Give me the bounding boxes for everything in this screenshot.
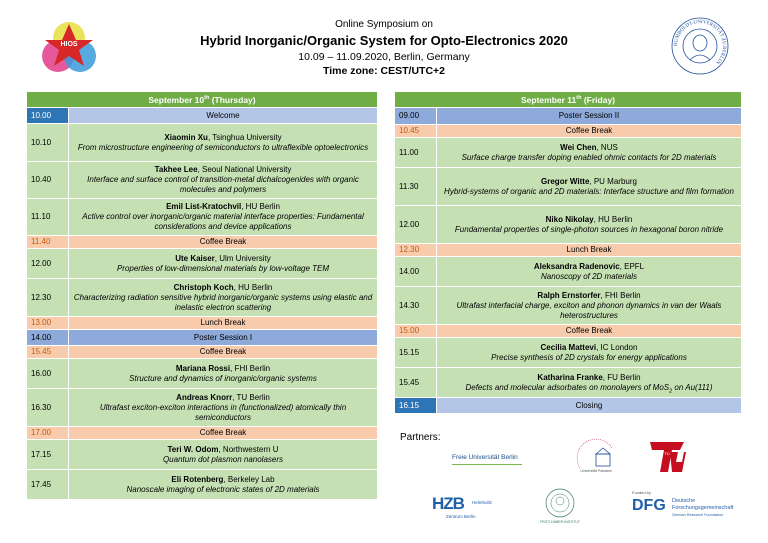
talk-cell bbox=[69, 359, 378, 389]
dfg-logo-sub1: Deutsche bbox=[672, 498, 696, 504]
day2-talk-row bbox=[395, 287, 742, 325]
speaker-affiliation: , EPFL bbox=[619, 261, 645, 271]
speaker-name: Teri W. Odom bbox=[167, 444, 219, 454]
day2-lunch-row bbox=[395, 244, 742, 257]
day1-welcome-row bbox=[27, 108, 378, 124]
speaker-name: Xiaomin Xu bbox=[164, 132, 208, 142]
talk-title: Structure and dynamics of inorganic/organic systems bbox=[129, 373, 317, 383]
day1-welcome-label: Welcome bbox=[69, 108, 378, 124]
talk-title: Fundamental properties of single-photon sources in hexagonal boron nitride bbox=[454, 224, 724, 234]
day1-coffee-row bbox=[27, 346, 378, 359]
talk-cell bbox=[437, 206, 742, 244]
day1-coffee-row bbox=[27, 236, 378, 249]
fhi-logo-text: FRITZ-HABER-INSTITUT bbox=[539, 520, 581, 524]
talk-time: 11.00 bbox=[395, 138, 437, 168]
hzb-logo-sub2: Zentrum Berlin bbox=[446, 514, 476, 519]
hios-logo bbox=[38, 16, 100, 78]
talk-time: 10.40 bbox=[27, 162, 69, 199]
header-title: Hybrid Inorganic/Organic System for Opto-Electronics 2020 bbox=[200, 33, 568, 48]
header-timezone: Time zone: CEST/UTC+2 bbox=[322, 65, 446, 77]
fu-berlin-logo-text: Freie Universität Berlin bbox=[452, 454, 518, 461]
humboldt-seal-logo bbox=[670, 16, 730, 76]
day1-talk-row bbox=[27, 249, 378, 279]
dfg-logo-sub2: Forschungsgemeinschaft bbox=[672, 505, 734, 511]
potsdam-logo-text: Universität Potsdam bbox=[580, 469, 612, 473]
break-time: 12.30 bbox=[395, 244, 437, 257]
dfg-logo-mark: DFG bbox=[632, 497, 666, 514]
talk-time: 11.10 bbox=[27, 199, 69, 236]
fhi-logo bbox=[536, 486, 584, 528]
talk-cell bbox=[69, 249, 378, 279]
speaker-affiliation: , HU Berlin bbox=[241, 202, 280, 211]
talk-time: 12.00 bbox=[27, 249, 69, 279]
day1-coffee-row bbox=[27, 427, 378, 440]
talk-title: Quantum dot plasmon nanolasers bbox=[162, 454, 284, 464]
day1-poster-row bbox=[27, 330, 378, 346]
talk-cell bbox=[437, 287, 742, 325]
dfg-funded-text: Funded by bbox=[632, 490, 651, 495]
closing-label: Closing bbox=[437, 398, 742, 414]
talk-time: 12.00 bbox=[395, 206, 437, 244]
day2-talk-row bbox=[395, 338, 742, 368]
break-time: 15.00 bbox=[395, 325, 437, 338]
day2-talk-row bbox=[395, 206, 742, 244]
speaker-name: Wei Chen bbox=[560, 142, 597, 152]
talk-time: 17.45 bbox=[27, 470, 69, 500]
tu-berlin-logo bbox=[648, 440, 686, 474]
potsdam-logo bbox=[574, 438, 618, 478]
day2-talk-row bbox=[395, 368, 742, 398]
day2-title bbox=[395, 92, 742, 108]
day2-closing-row bbox=[395, 398, 742, 414]
speaker-name: Emil List-Kratochvil bbox=[166, 202, 242, 211]
break-label: Coffee Break bbox=[69, 346, 378, 359]
break-time: 17.00 bbox=[27, 427, 69, 440]
day2-title-day: (Friday) bbox=[581, 94, 615, 105]
break-label: Coffee Break bbox=[69, 427, 378, 440]
speaker-affiliation: , Tsinghua University bbox=[207, 132, 282, 142]
hzb-logo-mark: HZB bbox=[432, 494, 464, 513]
talk-title bbox=[465, 382, 713, 395]
speaker-affiliation: , NUS bbox=[596, 142, 618, 152]
speaker-affiliation: , PU Marburg bbox=[589, 176, 637, 186]
talk-title: Active control over inorganic/organic material interface properties: Fundamental considerations and device applications bbox=[82, 212, 364, 231]
speaker-affiliation: , FHI Berlin bbox=[230, 363, 271, 373]
talk-title: Precise synthesis of 2D crystals for energy applications bbox=[491, 352, 687, 362]
speaker-name: Eli Rotenberg bbox=[171, 474, 224, 484]
break-time: 10.45 bbox=[395, 125, 437, 138]
hios-logo-text: HIOS bbox=[60, 41, 78, 48]
dfg-logo-sub3: German Research Foundation bbox=[672, 513, 724, 517]
speaker-name: Ralph Ernstorfer bbox=[537, 290, 601, 300]
speaker-affiliation: , Northwestern U bbox=[218, 444, 279, 454]
day1-lunch-row bbox=[27, 317, 378, 330]
talk-title: Nanoscale imaging of electronic states of 2D materials bbox=[126, 484, 320, 494]
talk-cell bbox=[437, 168, 742, 206]
fu-berlin-logo bbox=[452, 450, 536, 468]
break-time: 11.40 bbox=[27, 236, 69, 249]
speaker-name: Aleksandra Radenovic bbox=[533, 261, 620, 271]
break-label: Coffee Break bbox=[69, 236, 378, 249]
speaker-name: Ute Kaiser bbox=[175, 253, 215, 263]
day2-talk-row bbox=[395, 138, 742, 168]
day2-coffee-row bbox=[395, 325, 742, 338]
talk-cell bbox=[69, 124, 378, 162]
speaker-affiliation: , HU Berlin bbox=[233, 282, 273, 292]
talk-time: 15.45 bbox=[395, 368, 437, 398]
talk-title: Surface charge transfer doping enabled ohmic contacts for 2D materials bbox=[461, 152, 717, 162]
fu-berlin-underline bbox=[452, 464, 522, 465]
tu-berlin-logo-text: TU bbox=[664, 451, 670, 456]
day2-talk-row bbox=[395, 168, 742, 206]
day1-talk-row bbox=[27, 124, 378, 162]
svg-text:HUMBOLDT-UNIVERSITÄT ZU BERLIN bbox=[674, 20, 726, 65]
poster-label: Poster Session I bbox=[69, 330, 378, 346]
day2-poster-row bbox=[395, 108, 742, 125]
day1-talk-row bbox=[27, 199, 378, 236]
hzb-logo bbox=[432, 494, 492, 524]
speaker-affiliation: , IC London bbox=[596, 342, 638, 352]
dfg-logo bbox=[632, 490, 742, 524]
break-time: 15.45 bbox=[27, 346, 69, 359]
day2-talk-row bbox=[395, 257, 742, 287]
talk-time: 10.10 bbox=[27, 124, 69, 162]
day1-welcome-time: 10.00 bbox=[27, 108, 69, 124]
header-dates: 10.09 – 11.09.2020, Berlin, Germany bbox=[298, 51, 470, 63]
speaker-name: Andreas Knorr bbox=[176, 392, 233, 402]
day1-title-sup: th bbox=[204, 94, 210, 101]
talk-cell bbox=[69, 199, 378, 236]
header-subtitle: Online Symposium on bbox=[335, 19, 433, 30]
speaker-name: Katharina Franke bbox=[537, 372, 603, 382]
talk-title: Hybrid-systems of organic and 2D materials: Interface structure and film formation bbox=[444, 186, 734, 196]
talk-title: Ultrafast interfacial charge, exciton and phonon dynamics in van der Waals heterostructures bbox=[456, 300, 722, 320]
talk-title: Nanoscopy of 2D materials bbox=[540, 271, 638, 281]
day2-title-main: September 11 bbox=[520, 94, 577, 105]
day1-talk-row bbox=[27, 470, 378, 500]
talk-cell bbox=[69, 279, 378, 317]
symposium-header bbox=[150, 18, 618, 78]
break-label: Lunch Break bbox=[437, 244, 742, 257]
break-label: Coffee Break bbox=[437, 125, 742, 138]
speaker-name: Christoph Koch bbox=[173, 282, 234, 292]
day2-header-row bbox=[395, 92, 742, 108]
day2-schedule bbox=[394, 91, 742, 414]
day1-title-main: September 10 bbox=[148, 94, 205, 105]
talk-title: Interface and surface control of transition-metal dichalcogenides with organic molecules and polymers bbox=[87, 175, 359, 194]
talk-time: 16.30 bbox=[27, 389, 69, 427]
talk-time: 15.15 bbox=[395, 338, 437, 368]
talk-title-subscript: 2 bbox=[669, 388, 673, 395]
talk-title: Ultrafast exciton-exciton interactions in (functionalized) atomically thin semiconductors bbox=[99, 402, 347, 422]
talk-title: From microstructure engineering of semiconductors to ultraflexible optoelectronics bbox=[77, 142, 369, 152]
talk-title-end: on Au(111) bbox=[672, 382, 713, 392]
speaker-affiliation: , HU Berlin bbox=[593, 214, 633, 224]
talk-cell bbox=[69, 470, 378, 500]
talk-title-main: Defects and molecular adsorbates on monolayers of MoS bbox=[465, 382, 670, 392]
speaker-name: Gregor Witte bbox=[541, 176, 590, 186]
day1-title bbox=[27, 92, 378, 108]
talk-cell bbox=[437, 368, 742, 398]
closing-time: 16.15 bbox=[395, 398, 437, 414]
day2-title-sup: th bbox=[576, 94, 582, 101]
talk-time: 14.30 bbox=[395, 287, 437, 325]
break-label: Coffee Break bbox=[437, 325, 742, 338]
talk-time: 16.00 bbox=[27, 359, 69, 389]
talk-time: 17.15 bbox=[27, 440, 69, 470]
day2-coffee-row bbox=[395, 125, 742, 138]
talk-cell bbox=[437, 257, 742, 287]
day1-title-day: (Thursday) bbox=[209, 94, 256, 105]
talk-title: Characterizing radiation sensitive hybrid inorganic/organic systems using elastic and inelastic electron scattering bbox=[73, 292, 373, 312]
speaker-affiliation: , Ulm University bbox=[214, 253, 271, 263]
break-label: Lunch Break bbox=[69, 317, 378, 330]
day1-header-row bbox=[27, 92, 378, 108]
humboldt-ring-text: HUMBOLDT-UNIVERSITÄT ZU BERLIN bbox=[673, 19, 727, 65]
hzb-logo-sub1: Helmholtz bbox=[472, 500, 493, 505]
speaker-affiliation: , FU Berlin bbox=[602, 372, 641, 382]
day1-talk-row bbox=[27, 359, 378, 389]
speaker-affiliation: , Berkeley Lab bbox=[223, 474, 275, 484]
talk-time: 12.30 bbox=[27, 279, 69, 317]
day1-talk-row bbox=[27, 389, 378, 427]
talk-cell bbox=[69, 440, 378, 470]
speaker-affiliation: , Seoul National University bbox=[197, 165, 292, 174]
talk-cell bbox=[437, 338, 742, 368]
talk-cell bbox=[69, 389, 378, 427]
day1-schedule bbox=[26, 91, 378, 500]
talk-time: 14.00 bbox=[395, 257, 437, 287]
poster-time: 14.00 bbox=[27, 330, 69, 346]
talk-cell bbox=[69, 162, 378, 199]
day1-talk-row bbox=[27, 279, 378, 317]
day1-talk-row bbox=[27, 162, 378, 199]
day1-talk-row bbox=[27, 440, 378, 470]
speaker-name: Niko Nikolay bbox=[545, 214, 594, 224]
speaker-name: Takhee Lee bbox=[154, 165, 198, 174]
poster-label: Poster Session II bbox=[437, 108, 742, 125]
talk-title: Properties of low-dimensional materials by low-voltage TEM bbox=[116, 263, 330, 273]
speaker-name: Mariana Rossi bbox=[175, 363, 231, 373]
talk-time: 11.30 bbox=[395, 168, 437, 206]
speaker-affiliation: , FHI Berlin bbox=[600, 290, 641, 300]
speaker-name: Cecilia Mattevi bbox=[540, 342, 597, 352]
partners-label: Partners: bbox=[400, 432, 441, 443]
speaker-affiliation: , TU Berlin bbox=[232, 392, 270, 402]
poster-time: 09.00 bbox=[395, 108, 437, 125]
talk-cell bbox=[437, 138, 742, 168]
break-time: 13.00 bbox=[27, 317, 69, 330]
